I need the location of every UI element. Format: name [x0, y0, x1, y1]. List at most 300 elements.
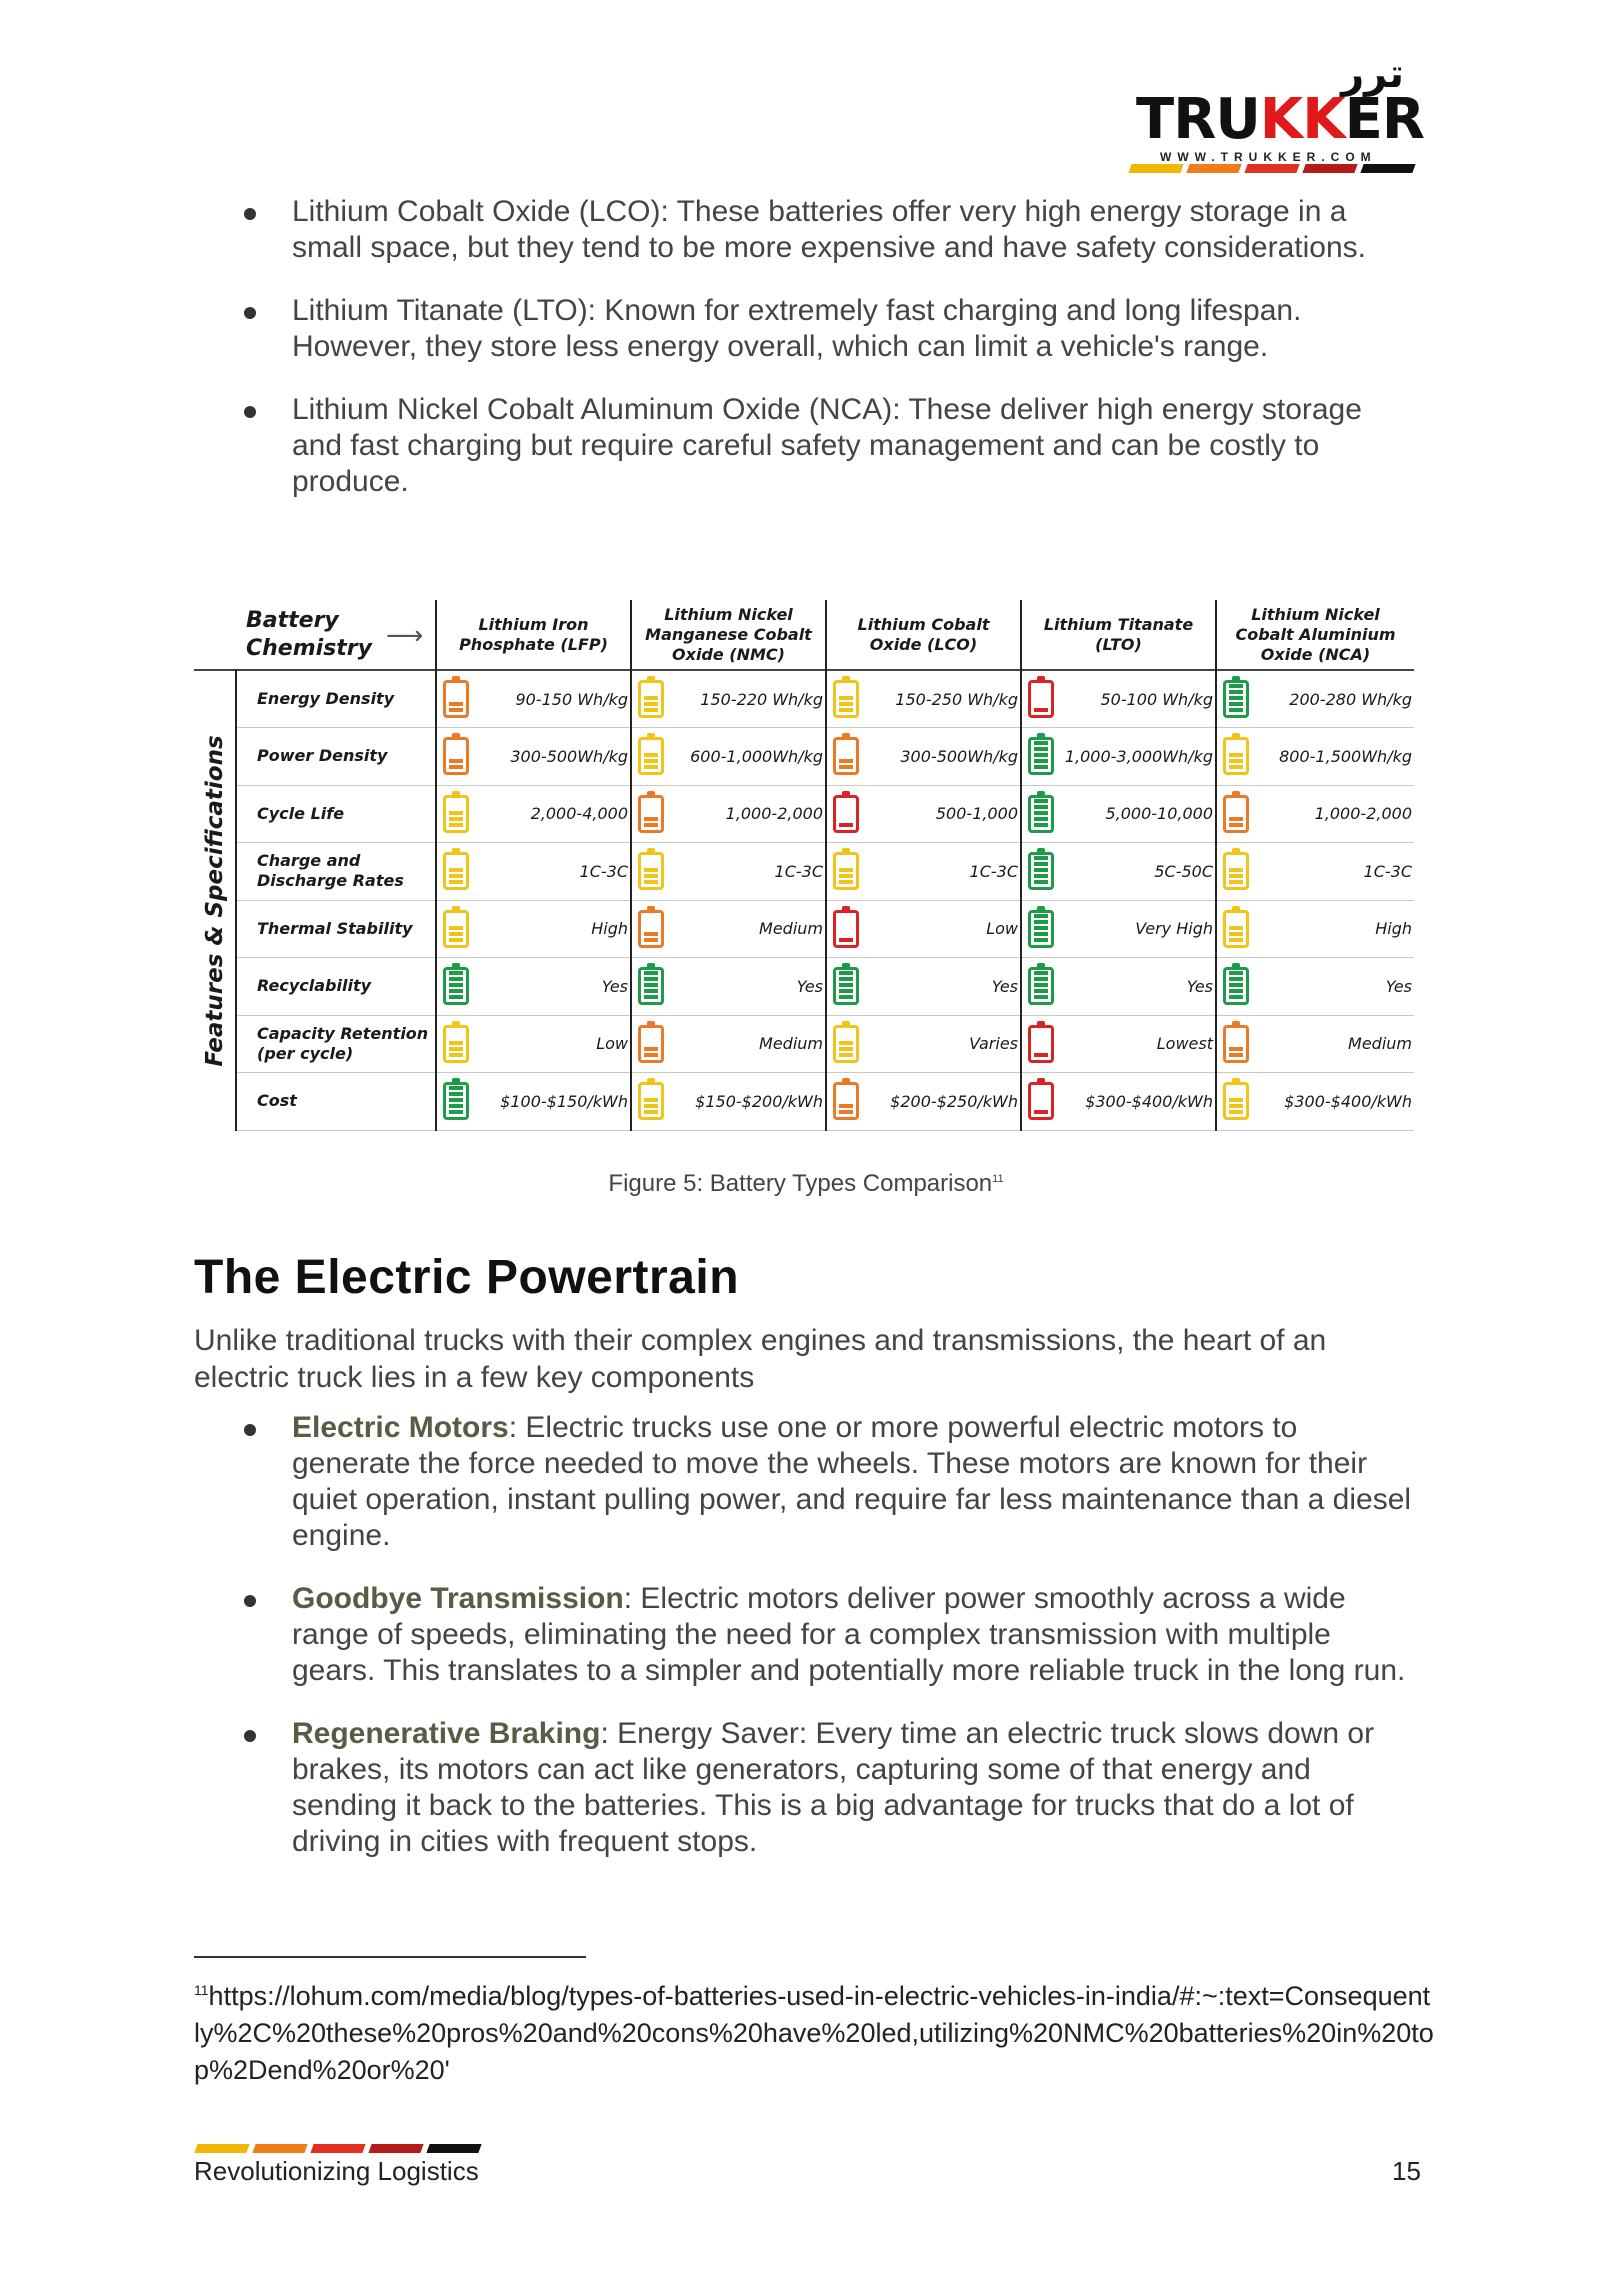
cell-value: $300-$400/kWh [1284, 1091, 1412, 1111]
battery-segment [1034, 708, 1048, 712]
table-cell [826, 1015, 1021, 1073]
battery-segment [449, 1086, 463, 1090]
battery-segment [449, 868, 463, 872]
battery-segment [839, 989, 853, 993]
battery-red-icon [1028, 680, 1054, 718]
cell-value: Medium [759, 919, 823, 939]
battery-segment [1229, 989, 1243, 993]
section-title: The Electric Powertrain [194, 1251, 740, 1304]
battery-segment [644, 1053, 658, 1057]
battery-segment [449, 874, 463, 878]
table-row [194, 1073, 1414, 1131]
table-cell [436, 1015, 631, 1073]
cell-value: $150-$200/kWh [695, 1091, 823, 1111]
list-item-text: : Electric trucks use one or more powerful electric motors to generate the force needed to move the wheels. These motors are known for their quiet operation, instant pulling power, and require far less maintenance than a diesel engine. [292, 1411, 1412, 1552]
battery-segment [449, 995, 463, 999]
battery-segment [1229, 684, 1243, 688]
table-cell [631, 900, 826, 958]
figure-caption-text: Figure 5: Battery Types Comparison [608, 1170, 993, 1197]
battery-yellow-icon [1223, 910, 1249, 948]
cell-value: 2,000-4,000 [530, 804, 628, 824]
table-cell [1021, 958, 1216, 1016]
battery-yellow-icon [638, 852, 664, 890]
battery-yellow-icon [443, 795, 469, 833]
battery-segment [644, 938, 658, 942]
table-cell [436, 1073, 631, 1131]
cell-value: 1C-3C [1363, 861, 1412, 881]
battery-segment [449, 1053, 463, 1057]
battery-yellow-icon [638, 680, 664, 718]
list-item-term: Electric Motors [292, 1411, 509, 1444]
table-cell [826, 785, 1021, 843]
stripe [1128, 164, 1183, 173]
battery-segment [449, 708, 463, 712]
stripe [310, 2144, 365, 2153]
battery-segment [1229, 932, 1243, 936]
battery-segment [644, 868, 658, 872]
table-cell [1216, 670, 1414, 728]
table-row [194, 670, 1414, 728]
battery-green-icon [443, 1082, 469, 1120]
battery-segment [1034, 938, 1048, 942]
battery-segment [1034, 932, 1048, 936]
cell-value: Low [986, 919, 1018, 939]
feature-label: Cost [236, 1073, 436, 1131]
battery-segment [1034, 747, 1048, 751]
battery-segment [449, 971, 463, 975]
table-corner-label [194, 600, 436, 670]
table-cell [1216, 785, 1414, 843]
cell-value: 800-1,500Wh/kg [1279, 746, 1412, 766]
cell-value: Very High [1135, 919, 1213, 939]
battery-segment [449, 811, 463, 815]
battery-segment [839, 696, 853, 700]
table-row [194, 728, 1414, 786]
battery-segment [1034, 811, 1048, 815]
battery-orange-icon [638, 910, 664, 948]
battery-yellow-icon [833, 852, 859, 890]
battery-segment [1034, 823, 1048, 827]
battery-segment [644, 995, 658, 999]
battery-segment [449, 926, 463, 930]
battery-segment [1034, 989, 1048, 993]
battery-segment [449, 880, 463, 884]
table-cell [436, 728, 631, 786]
battery-segment [449, 977, 463, 981]
battery-segment [839, 995, 853, 999]
battery-segment [644, 823, 658, 827]
table-cell [826, 1073, 1021, 1131]
battery-segment [1034, 977, 1048, 981]
feature-label: Energy Density [236, 670, 436, 728]
stripe [368, 2144, 423, 2153]
battery-orange-icon [443, 680, 469, 718]
table-row [194, 1015, 1414, 1073]
battery-segment [1229, 926, 1243, 930]
battery-segment [449, 817, 463, 821]
battery-green-icon [638, 967, 664, 1005]
cell-value: 200-280 Wh/kg [1289, 689, 1412, 709]
battery-segment [1229, 690, 1243, 694]
cell-value: 1,000-2,000 [725, 804, 823, 824]
battery-segment [1034, 983, 1048, 987]
battery-orange-icon [443, 737, 469, 775]
battery-segment [1229, 983, 1243, 987]
battery-segment [1034, 920, 1048, 924]
table-cell [1216, 843, 1414, 901]
battery-segment [644, 708, 658, 712]
cell-value: 50-100 Wh/kg [1100, 689, 1213, 709]
battery-segment [644, 702, 658, 706]
battery-segment [644, 983, 658, 987]
battery-segment [839, 1110, 853, 1114]
battery-yellow-icon [443, 910, 469, 948]
battery-segment [1034, 914, 1048, 918]
side-label-cell [194, 670, 236, 1130]
table-cell [826, 843, 1021, 901]
battery-orange-icon [1223, 795, 1249, 833]
battery-green-icon [1028, 852, 1054, 890]
table-cell [1021, 785, 1216, 843]
list-item-term: Regenerative Braking [292, 1717, 601, 1750]
cell-value: 500-1,000 [935, 804, 1018, 824]
table-cell [436, 785, 631, 843]
battery-segment [1229, 759, 1243, 763]
battery-segment [644, 765, 658, 769]
battery-segment [1034, 1110, 1048, 1114]
battery-segment [839, 702, 853, 706]
battery-segment [644, 1098, 658, 1102]
list-item [244, 1716, 1414, 1860]
battery-segment [644, 1047, 658, 1051]
table-cell [826, 958, 1021, 1016]
battery-segment [449, 823, 463, 827]
stripe [1360, 164, 1415, 173]
table-cell [436, 958, 631, 1016]
cell-value: Lowest [1156, 1034, 1213, 1054]
cell-value: Varies [969, 1034, 1018, 1054]
table-row [194, 843, 1414, 901]
battery-segment [839, 759, 853, 763]
cell-value: 1C-3C [579, 861, 628, 881]
battery-segment [1034, 1053, 1048, 1057]
feature-label: Recyclability [236, 958, 436, 1016]
feature-label: Thermal Stability [236, 900, 436, 958]
battery-segment [1034, 805, 1048, 809]
cell-value: 90-150 Wh/kg [515, 689, 628, 709]
battery-segment [1034, 817, 1048, 821]
battery-segment [1034, 753, 1048, 757]
battery-segment [644, 1104, 658, 1108]
battery-segment [1034, 926, 1048, 930]
battery-green-icon [443, 967, 469, 1005]
battery-green-icon [1028, 910, 1054, 948]
battery-yellow-icon [443, 1025, 469, 1063]
table-cell [1216, 728, 1414, 786]
battery-red-icon [1028, 1025, 1054, 1063]
table-cell [631, 670, 826, 728]
table-cell [436, 900, 631, 958]
battery-orange-icon [1223, 1025, 1249, 1063]
battery-segment [1034, 971, 1048, 975]
feature-label: Cycle Life [236, 785, 436, 843]
battery-segment [1229, 874, 1243, 878]
battery-segment [449, 1047, 463, 1051]
table-row [194, 900, 1414, 958]
battery-segment [449, 1092, 463, 1096]
battery-segment [1229, 1110, 1243, 1114]
powertrain-list [244, 1410, 1414, 1887]
list-item: Lithium Titanate (LTO): Known for extremely fast charging and long lifespan. However, they store less energy overall, which can limit a vehicle's range. [244, 293, 1414, 365]
cell-value: Yes [1385, 976, 1412, 996]
battery-red-icon [1028, 1082, 1054, 1120]
trukker-logo [1126, 51, 1424, 172]
stripe [1186, 164, 1241, 173]
table-cell [1216, 900, 1414, 958]
battery-green-icon [1028, 967, 1054, 1005]
battery-yellow-icon [638, 737, 664, 775]
battery-segment [1034, 868, 1048, 872]
battery-segment [1229, 1104, 1243, 1108]
table-cell [1021, 670, 1216, 728]
logo-wordmark-suffix: ER [1344, 87, 1424, 152]
cell-value: 1C-3C [774, 861, 823, 881]
cell-value: 300-500Wh/kg [510, 746, 628, 766]
battery-segment [644, 1110, 658, 1114]
section-intro: Unlike traditional trucks with their complex engines and transmissions, the heart of an electric truck lies in a few key components [194, 1324, 1327, 1394]
table-cell [1216, 1073, 1414, 1131]
battery-yellow-icon [833, 680, 859, 718]
battery-segment [1229, 696, 1243, 700]
battery-segment [839, 1053, 853, 1057]
footer-stripes [196, 2144, 480, 2153]
table-cell [631, 958, 826, 1016]
cell-value: 1,000-2,000 [1314, 804, 1412, 824]
feature-label: Charge and Discharge Rates [236, 843, 436, 901]
battery-segment [644, 753, 658, 757]
battery-segment [1229, 765, 1243, 769]
cell-value: High [591, 919, 628, 939]
table-cell [826, 900, 1021, 958]
battery-yellow-icon [1223, 1082, 1249, 1120]
table-header-row [194, 600, 1414, 670]
logo-wordmark [1136, 87, 1424, 152]
cell-value: Yes [796, 976, 823, 996]
footnote [194, 1972, 1434, 2089]
battery-segment [449, 1104, 463, 1108]
battery-segment [1034, 759, 1048, 763]
battery-segment [1229, 977, 1243, 981]
battery-segment [1229, 971, 1243, 975]
logo-stripes [1130, 164, 1414, 173]
table-cell [826, 670, 1021, 728]
column-header: Lithium Nickel Cobalt Aluminium Oxide (NCA) [1216, 600, 1414, 670]
list-item: Lithium Cobalt Oxide (LCO): These batteries offer very high energy storage in a small space, but they tend to be more expensive and have safety considerations. [244, 194, 1414, 266]
cell-value: 1C-3C [969, 861, 1018, 881]
table-row [194, 958, 1414, 1016]
stripe [252, 2144, 307, 2153]
battery-yellow-icon [443, 852, 469, 890]
battery-segment [1229, 702, 1243, 706]
cell-value: 1,000-3,000Wh/kg [1064, 746, 1213, 766]
list-item-term: Goodbye Transmission [292, 1582, 624, 1615]
arrow-right-icon: ⟶ [386, 621, 424, 651]
battery-segment [449, 989, 463, 993]
table-cell [1021, 1073, 1216, 1131]
battery-segment [449, 932, 463, 936]
figure-caption [0, 1170, 1612, 1198]
battery-segment [1229, 938, 1243, 942]
corner-label-line2: Chemistry [246, 635, 372, 661]
footnote-ref: 11 [992, 1173, 1004, 1185]
battery-segment [1229, 868, 1243, 872]
list-item [244, 1410, 1414, 1554]
cell-value: 600-1,000Wh/kg [690, 746, 823, 766]
battery-segment [1229, 817, 1243, 821]
battery-segment [449, 1041, 463, 1045]
cell-value: $100-$150/kWh [500, 1091, 628, 1111]
page-number: 15 [1392, 2156, 1421, 2186]
feature-label: Capacity Retention (per cycle) [236, 1015, 436, 1073]
stripe [1302, 164, 1357, 173]
battery-segment [839, 868, 853, 872]
battery-segment [1034, 799, 1048, 803]
logo-arabic-text: ترر [1341, 51, 1404, 97]
battery-red-icon [833, 795, 859, 833]
battery-type-list [244, 194, 1414, 527]
battery-segment [839, 765, 853, 769]
battery-yellow-icon [638, 1082, 664, 1120]
battery-segment [1229, 1098, 1243, 1102]
list-item: Lithium Nickel Cobalt Aluminum Oxide (NCA): These deliver high energy storage and fast charging but require careful safety management and can be costly to produce. [244, 392, 1414, 500]
table-row [194, 785, 1414, 843]
side-label: Features & Specifications [201, 734, 228, 1067]
battery-segment [839, 708, 853, 712]
battery-segment [839, 823, 853, 827]
cell-value: 150-250 Wh/kg [895, 689, 1018, 709]
battery-red-icon [833, 910, 859, 948]
cell-value: 300-500Wh/kg [900, 746, 1018, 766]
battery-yellow-icon [1223, 737, 1249, 775]
battery-segment [1229, 753, 1243, 757]
battery-segment [449, 983, 463, 987]
cell-value: Yes [601, 976, 628, 996]
cell-value: High [1375, 919, 1412, 939]
table-cell [631, 728, 826, 786]
battery-segment [839, 977, 853, 981]
battery-segment [449, 702, 463, 706]
battery-yellow-icon [1223, 852, 1249, 890]
battery-segment [1034, 880, 1048, 884]
battery-segment [644, 989, 658, 993]
table-cell [436, 670, 631, 728]
cell-value: 150-220 Wh/kg [700, 689, 823, 709]
column-header: Lithium Cobalt Oxide (LCO) [826, 600, 1021, 670]
table-cell [826, 728, 1021, 786]
battery-orange-icon [638, 795, 664, 833]
cell-value: $300-$400/kWh [1085, 1091, 1213, 1111]
cell-value: Medium [759, 1034, 823, 1054]
battery-segment [839, 983, 853, 987]
battery-green-icon [833, 967, 859, 1005]
table-cell [631, 1073, 826, 1131]
battery-segment [1229, 1047, 1243, 1051]
battery-orange-icon [638, 1025, 664, 1063]
footer-title: Revolutionizing Logistics [194, 2156, 479, 2186]
cell-value: Medium [1348, 1034, 1412, 1054]
feature-label: Power Density [236, 728, 436, 786]
battery-orange-icon [833, 737, 859, 775]
battery-segment [839, 1041, 853, 1045]
battery-green-icon [1223, 967, 1249, 1005]
battery-segment [1229, 1053, 1243, 1057]
battery-segment [644, 932, 658, 936]
battery-segment [1229, 880, 1243, 884]
battery-segment [644, 696, 658, 700]
battery-segment [644, 874, 658, 878]
battery-segment [449, 759, 463, 763]
table-cell [1021, 900, 1216, 958]
battery-segment [1034, 765, 1048, 769]
battery-segment [839, 874, 853, 878]
battery-segment [449, 938, 463, 942]
battery-green-icon [1223, 680, 1249, 718]
stripe [426, 2144, 481, 2153]
battery-segment [644, 759, 658, 763]
battery-segment [1034, 874, 1048, 878]
table-cell [1021, 728, 1216, 786]
stripe [194, 2144, 249, 2153]
battery-segment [839, 880, 853, 884]
column-header: Lithium Titanate (LTO) [1021, 600, 1216, 670]
cell-value: 5C-50C [1154, 861, 1213, 881]
column-header: Lithium Iron Phosphate (LFP) [436, 600, 631, 670]
battery-segment [1229, 708, 1243, 712]
table-cell [631, 1015, 826, 1073]
footnote-link[interactable]: https://lohum.com/media/blog/types-of-batteries-used-in-electric-vehicles-in-india/#:~:text=Consequently%2C%20these%20pros%20and%20cons%20have%20led,utilizing%20NMC%20batteries%20in%20top%2Dend%20or%20' [194, 1981, 1434, 2085]
logo-url: WWW.TRUKKER.COM [1160, 150, 1377, 164]
cell-value: 5,000-10,000 [1105, 804, 1213, 824]
table-cell [631, 785, 826, 843]
battery-segment [644, 977, 658, 981]
battery-segment [1229, 995, 1243, 999]
battery-yellow-icon [833, 1025, 859, 1063]
table-cell [436, 843, 631, 901]
battery-segment [449, 765, 463, 769]
battery-segment [644, 880, 658, 884]
battery-segment [839, 938, 853, 942]
battery-segment [839, 1104, 853, 1108]
logo-wordmark-k: KK [1259, 87, 1345, 152]
list-item [244, 1581, 1414, 1689]
corner-label-line1: Battery [246, 607, 339, 633]
list-item-text: : Electric motors deliver power smoothly across a wide range of speeds, eliminating the need for a complex transmission with multiple gears. This translates to a simpler and potentially more reliable truck in the long run. [292, 1582, 1406, 1687]
battery-green-icon [1028, 795, 1054, 833]
footnote-number: 11 [194, 1982, 209, 1998]
logo-wordmark-prefix: TRU [1136, 87, 1260, 152]
cell-value: Yes [991, 976, 1018, 996]
cell-value: Low [596, 1034, 628, 1054]
list-item-text: : Energy Saver: Every time an electric truck slows down or brakes, its motors can act like generators, capturing some of that energy and sending it back to the batteries. This is a big advantage for trucks that do a lot of driving in cities with frequent stops. [292, 1717, 1375, 1858]
cell-value: Yes [1186, 976, 1213, 996]
battery-green-icon [1028, 737, 1054, 775]
footnote-divider [194, 1956, 586, 1958]
table-cell [1021, 1015, 1216, 1073]
battery-segment [1034, 995, 1048, 999]
battery-comparison-table [194, 600, 1414, 1131]
battery-segment [1034, 856, 1048, 860]
battery-segment [644, 971, 658, 975]
